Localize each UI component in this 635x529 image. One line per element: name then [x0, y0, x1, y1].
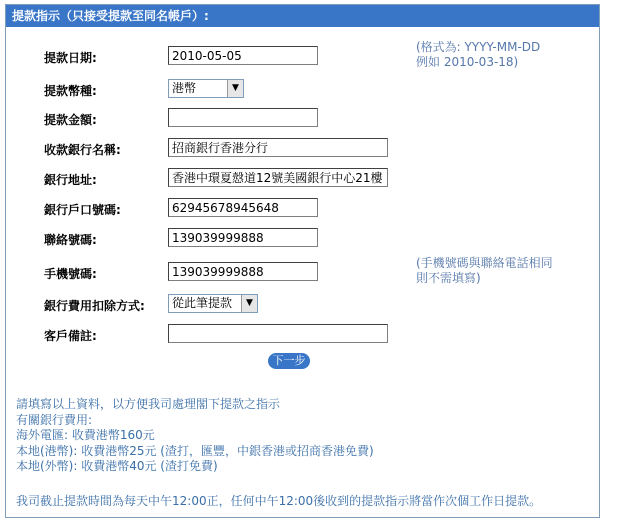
- date-format-hint: [416, 40, 540, 70]
- mobile-hint: [416, 256, 553, 286]
- date-hint-line1: (格式為: YYYY-MM-DD: [416, 40, 541, 54]
- currency-label: 提款幣種:: [44, 84, 97, 98]
- remarks-label: 客戶備註:: [44, 329, 97, 343]
- panel-header: 提款指示（只接受提款至同名帳戶）:: [6, 5, 599, 27]
- note-line: 海外電匯: 收費港幣160元: [16, 428, 155, 442]
- bank-address-label: 銀行地址:: [44, 173, 97, 187]
- mobile-hint-line1: (手機號碼與聯絡電話相同: [416, 256, 553, 270]
- date-label: 提款日期:: [44, 51, 97, 65]
- fee-method-select[interactable]: [168, 294, 258, 313]
- date-field[interactable]: 2010-05-05: [168, 46, 318, 65]
- fee-method-select-value: 從此筆提款: [172, 296, 233, 310]
- amount-label: 提款金額:: [44, 113, 97, 127]
- note-line: 本地(外幣): 收費港幣40元 (渣打免費): [16, 459, 218, 473]
- mobile-hint-line2: 則不需填寫): [416, 271, 481, 285]
- chevron-down-icon[interactable]: ▼: [227, 80, 243, 97]
- note-line: 本地(港幣): 收費港幣25元 (渣打，匯豐，中銀香港或招商香港免費): [16, 443, 374, 458]
- chevron-down-icon[interactable]: ▼: [241, 295, 257, 312]
- remarks-field[interactable]: [168, 324, 388, 343]
- mobile-no-label: 手機號碼:: [44, 267, 97, 281]
- account-no-label: 銀行戶口號碼:: [44, 203, 121, 217]
- fee-method-label: 銀行費用扣除方式:: [44, 299, 145, 313]
- contact-no-label: 聯絡號碼:: [44, 233, 97, 247]
- note-line: 有關銀行費用:: [16, 412, 93, 427]
- bank-address-field[interactable]: 香港中環夏慤道12號美國銀行中心21樓: [168, 168, 388, 187]
- note-line: 請填寫以上資料，以方便我司處理閣下提款之指示: [16, 397, 281, 411]
- contact-no-field[interactable]: 139039999888: [168, 228, 318, 247]
- mobile-no-field[interactable]: 139039999888: [168, 262, 318, 281]
- cutoff-time-notice: 我司截止提款時間為每天中午12:00正，任何中午12:00後收到的提款指示將當作次個工作日提款。: [16, 494, 542, 508]
- next-step-button[interactable]: 下一步: [268, 353, 310, 369]
- bank-name-label: 收款銀行名稱:: [44, 143, 121, 157]
- bank-name-field[interactable]: 招商銀行香港分行: [168, 138, 388, 157]
- currency-select-value: 港幣: [172, 81, 197, 95]
- amount-field[interactable]: [168, 108, 318, 127]
- currency-select[interactable]: [168, 79, 244, 98]
- account-no-field[interactable]: 62945678945648: [168, 198, 318, 217]
- fee-notes: [16, 397, 374, 475]
- withdrawal-panel: [5, 4, 600, 518]
- date-hint-line2: 例如 2010-03-18): [416, 55, 519, 69]
